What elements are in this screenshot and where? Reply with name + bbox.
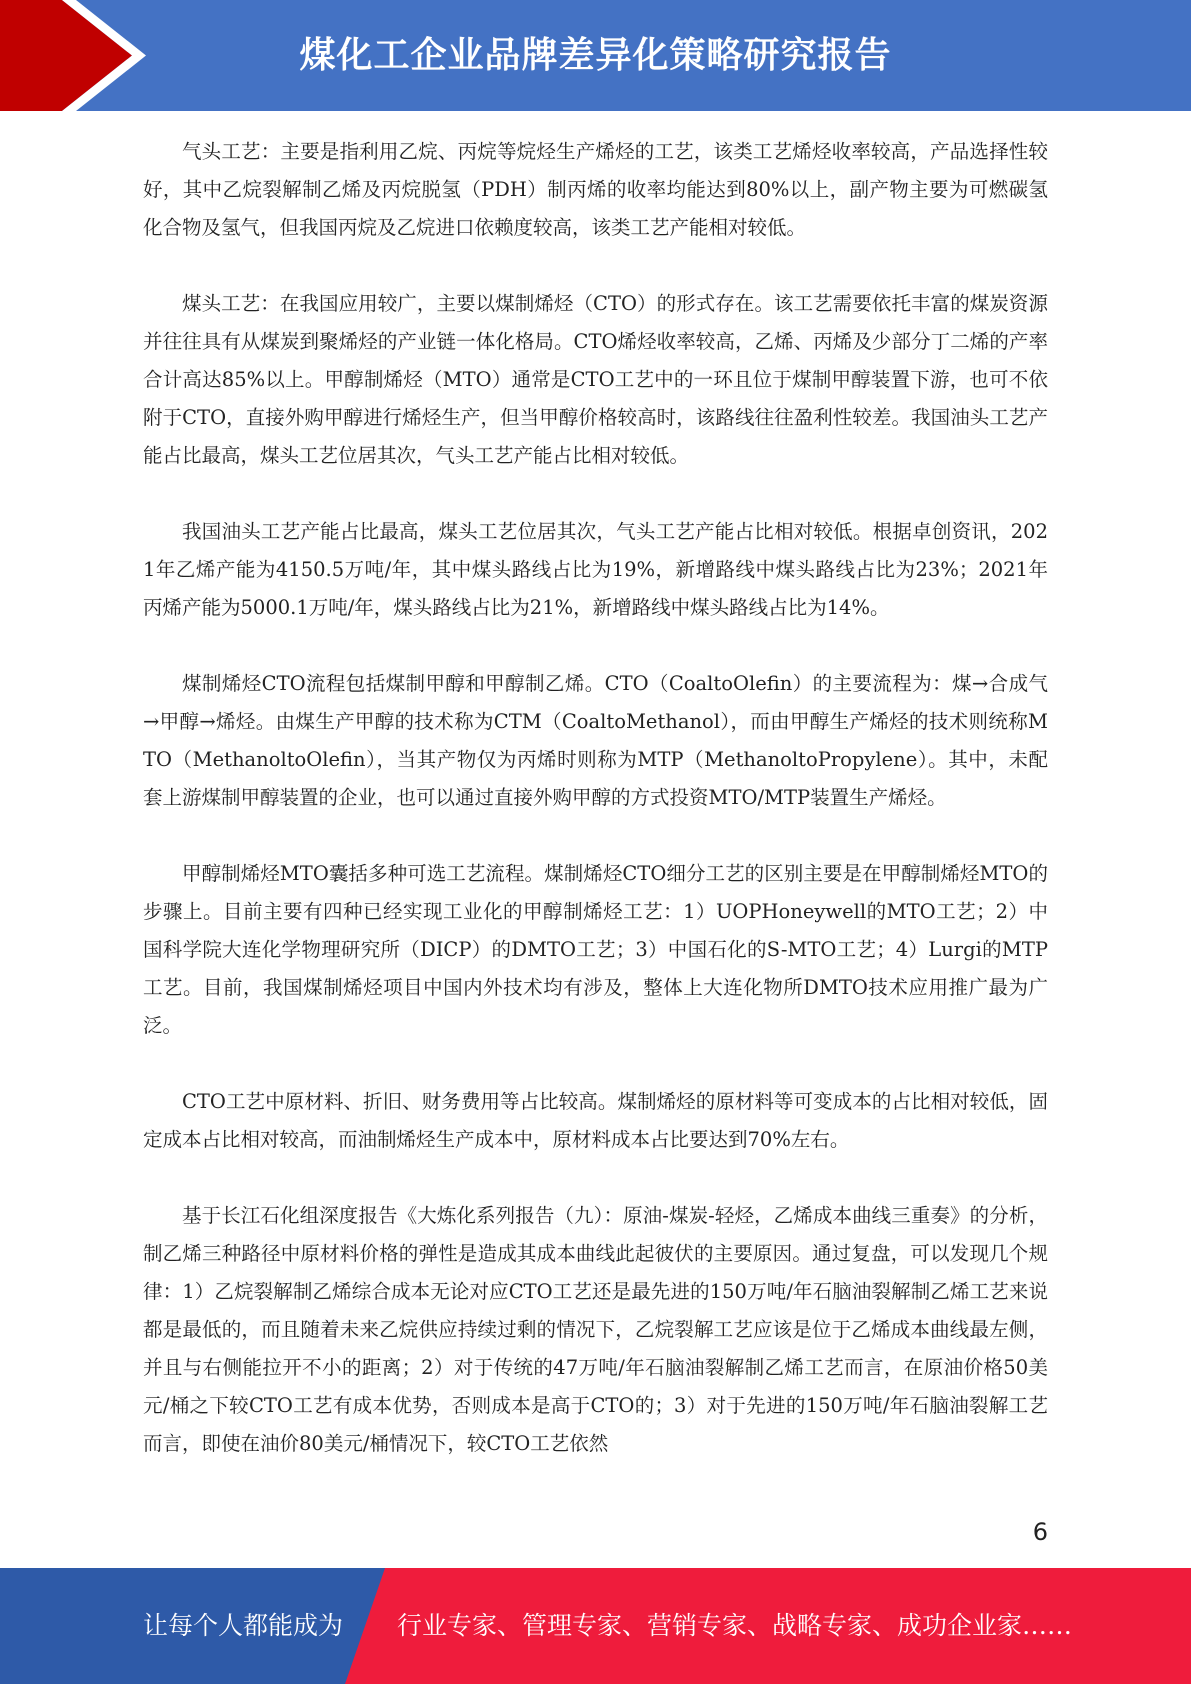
footer-banner (0, 1568, 1191, 1684)
paragraph-mto-processes: 甲醇制烯烃MTO囊括多种可选工艺流程。煤制烯烃CTO细分工艺的区别主要是在甲醇制烯烃MTO的步骤上。目前主要有四种已经实现工业化的甲醇制烯烃工艺：1）UOPHoneywell的MTO工艺；2）中国科学院大连化学物理研究所（DICP）的DMTO工艺；3）中国石化的S-MTO工艺；4）Lurgi的MTP工艺。目前，我国煤制烯烃项目中国内外技术均有涉及，整体上大连化物所DMTO技术应用推广最为广泛。 (143, 862, 1048, 1037)
body-content (143, 133, 1048, 1463)
paragraph-cto-flow: 煤制烯烃CTO流程包括煤制甲醇和甲醇制乙烯。CTO（CoaltoOlefin）的主要流程为：煤→合成气→甲醇→烯烃。由煤生产甲醇的技术称为CTM（CoaltoMethanol），而由甲醇生产烯烃的技术则统称MTO（MethanoltoOlefin），当其产物仅为丙烯时则称为MTP（MethanoltoPropylene）。其中，未配套上游煤制甲醇装置的企业，也可以通过直接外购甲醇的方式投资MTO/MTP装置生产烯烃。 (143, 672, 1048, 809)
paragraph-cto-cost: CTO工艺中原材料、折旧、财务费用等占比较高。煤制烯烃的原材料等可变成本的占比相对较低，固定成本占比相对较高，而油制烯烃生产成本中，原材料成本占比要达到70%左右。 (143, 1090, 1048, 1151)
page-number: 6 (1032, 1518, 1048, 1546)
paragraph-coal-process: 煤头工艺：在我国应用较广，主要以煤制烯烃（CTO）的形式存在。该工艺需要依托丰富的煤炭资源并往往具有从煤炭到聚烯烃的产业链一体化格局。CTO烯烃收率较高，乙烯、丙烯及少部分丁二烯的产率合计高达85%以上。甲醇制烯烃（MTO）通常是CTO工艺中的一环且位于煤制甲醇装置下游，也可不依附于CTO，直接外购甲醇进行烯烃生产，但当甲醇价格较高时，该路线往往盈利性较差。我国油头工艺产能占比最高，煤头工艺位居其次，气头工艺产能占比相对较低。 (143, 292, 1048, 467)
paragraph-capacity-share: 我国油头工艺产能占比最高，煤头工艺位居其次，气头工艺产能占比相对较低。根据卓创资讯，2021年乙烯产能为4150.5万吨/年，其中煤头路线占比为19%，新增路线中煤头路线占比为23%；2021年丙烯产能为5000.1万吨/年，煤头路线占比为21%，新增路线中煤头路线占比为14%。 (143, 520, 1048, 619)
footer-slogan-left: 让每个人都能成为 (143, 1611, 344, 1640)
footer-slogan-right: 行业专家、管理专家、营销专家、战略专家、成功企业家…… (397, 1611, 1073, 1640)
paragraph-cost-curve: 基于长江石化组深度报告《大炼化系列报告（九）：原油-煤炭-轻烃，乙烯成本曲线三重奏》的分析，制乙烯三种路径中原材料价格的弹性是造成其成本曲线此起彼伏的主要原因。通过复盘，可以发现几个规律：1）乙烷裂解制乙烯综合成本无论对应CTO工艺还是最先进的150万吨/年石脑油裂解制乙烯工艺来说都是最低的，而且随着未来乙烷供应持续过剩的情况下，乙烷裂解工艺应该是位于乙烯成本曲线最左侧，并且与右侧能拉开不小的距离；2）对于传统的47万吨/年石脑油裂解制乙烯工艺而言，在原油价格50美元/桶之下较CTO工艺有成本优势，否则成本是高于CTO的；3）对于先进的150万吨/年石脑油裂解工艺而言，即使在油价80美元/桶情况下，较CTO工艺依然 (143, 1204, 1048, 1455)
header-banner (0, 0, 1191, 111)
document-title: 煤化工企业品牌差异化策略研究报告 (299, 35, 892, 76)
paragraph-gas-process: 气头工艺：主要是指利用乙烷、丙烷等烷烃生产烯烃的工艺，该类工艺烯烃收率较高，产品选择性较好，其中乙烷裂解制乙烯及丙烷脱氢（PDH）制丙烯的收率均能达到80%以上，副产物主要为可燃碳氢化合物及氢气，但我国丙烷及乙烷进口依赖度较高，该类工艺产能相对较低。 (143, 140, 1048, 239)
